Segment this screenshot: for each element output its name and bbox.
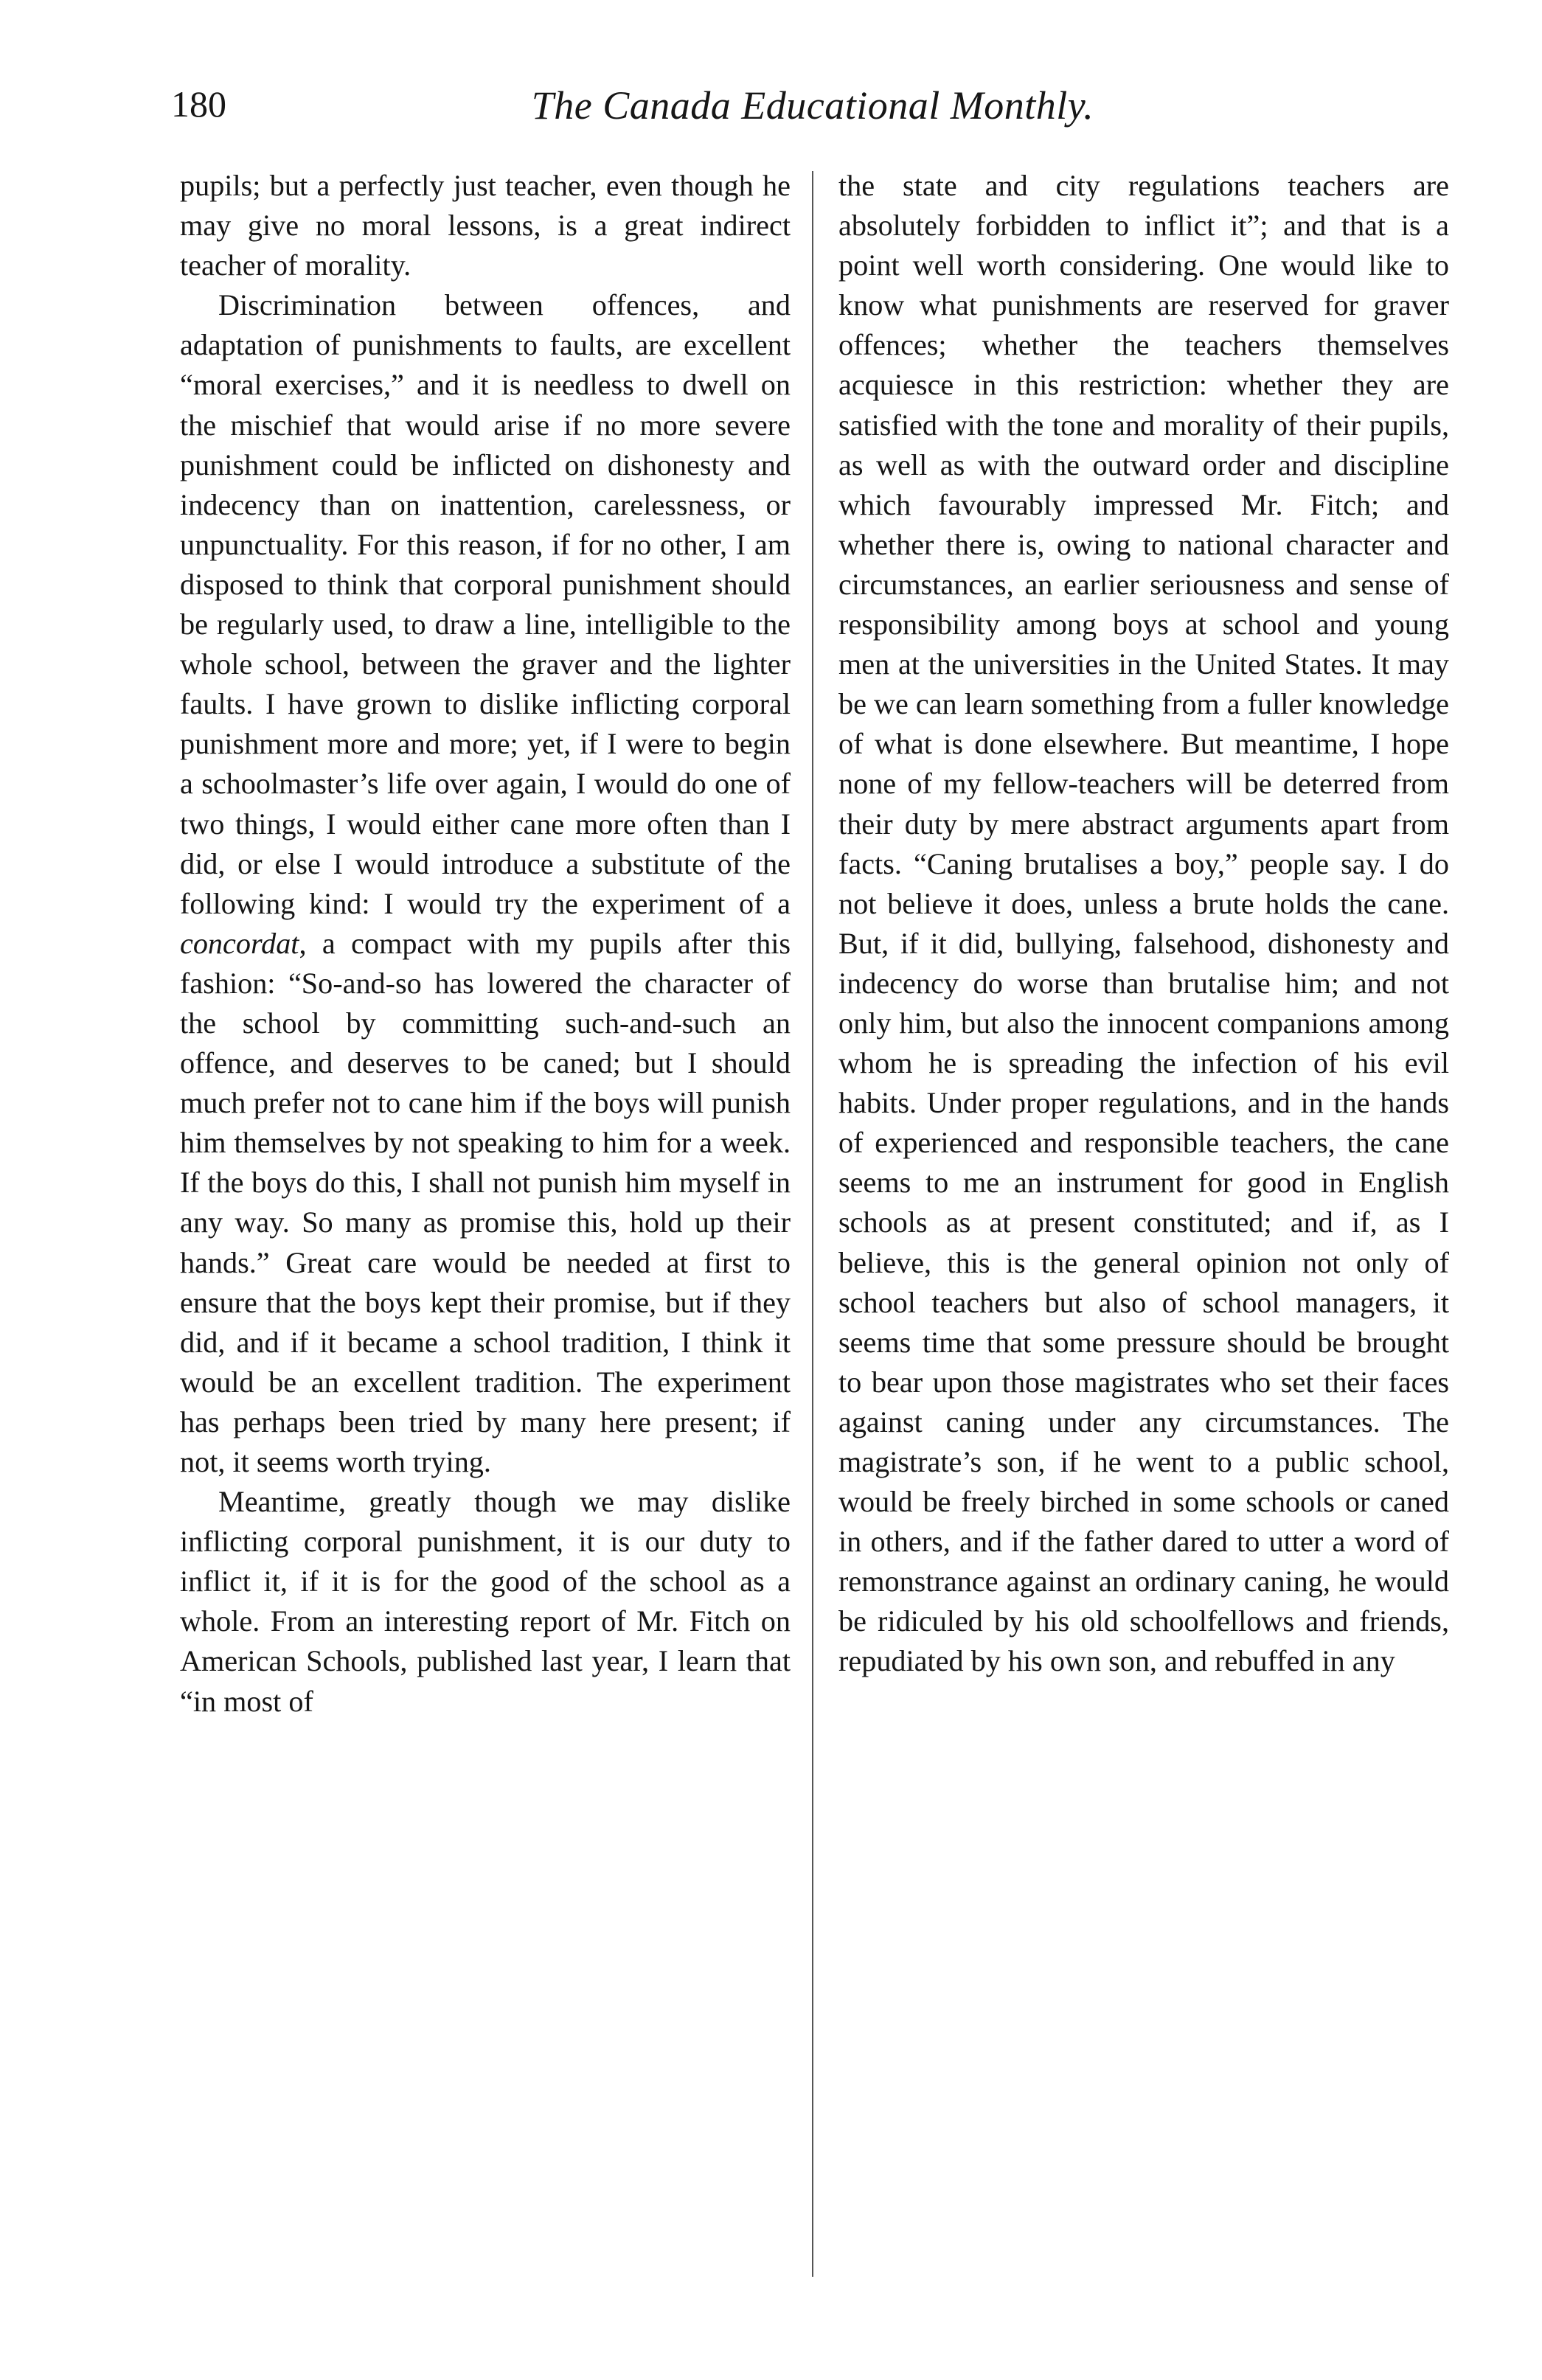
page-number: 180 bbox=[171, 83, 226, 125]
column-divider bbox=[812, 171, 813, 2277]
paragraph-text: , a compact with my pupils after this fashion: “So-and-so has lowered the character of the school by committing such-and-such an offence, and deserves to be caned; but I should much prefer not to cane him if the boys will punish him themselves by not speaking to him for a week. If the boys do this, I shall not punish him myself in any way. So many as promise this, hold up their hands.” Great care would be needed at first to ensure that the boys kept their promise, but if they did, and if it became a school tradition, I think it would be an excellent tradition. The experiment has perhaps been tried by many here present; if not, it seems worth trying. bbox=[180, 926, 791, 1478]
page-header bbox=[171, 83, 1454, 142]
paragraph: the state and city regulations teachers are absolutely forbidden to inflict it”; and that is a point well worth considering. One would like to know what punishments are reserved for graver offences; whether the teachers themselves acquiesce in this restriction: whether they are satisfied with the tone and morality of their pupils, as well as with the outward order and discipline which favourably impressed Mr. Fitch; and whether there is, owing to national character and circumstances, an earlier seriousness and sense of responsibility among boys at school and young men at the universities in the United States. It may be we can learn something from a fuller knowledge of what is done elsewhere. But meantime, I hope none of my fellow-teachers will be deterred from their duty by mere abstract arguments apart from facts. “Caning brutalises a boy,” people say. I do not believe it does, unless a brute holds the cane. But, if it did, bullying, falsehood, dishonesty and indecency do worse than brutalise him; and not only him, but also the innocent companions among whom he is spreading the infection of his evil habits. Under proper regulations, and in the hands of experienced and responsible teachers, the cane seems to me an instrument for good in English schools as at present constituted; and if, as I believe, this is the general opinion not only of school teachers but also of school managers, it seems time that some pressure should be brought to bear upon those magistrates who set their faces against caning under any circumstances. The magistrate’s son, if he went to a public school, would be freely birched in some schools or caned in others, and if the father dared to utter a word of remonstrance against an ordinary caning, he would be ridiculed by his old schoolfellows and friends, repudiated by his own son, and rebuffed in any bbox=[838, 169, 1450, 1678]
paragraph bbox=[180, 285, 791, 1482]
paragraph: pupils; but a perfectly just teacher, even though he may give no moral lessons, is a great indirect teacher of morality. bbox=[180, 169, 791, 282]
left-column bbox=[180, 166, 791, 1722]
running-title: The Canada Educational Monthly. bbox=[531, 83, 1094, 128]
italic-term: concordat bbox=[180, 926, 299, 960]
right-column bbox=[838, 166, 1449, 1682]
paragraph: Meantime, greatly though we may dislike inflicting corporal punishment, it is our duty to inflict it, if it is for the good of the school as a whole. From an interesting report of Mr. Fitch on American Schools, published last year, I learn that “in most of bbox=[180, 1485, 791, 1718]
paragraph-text: Discrimination between offences, and adaptation of punishments to faults, are excellent “moral exercises,” and it is needless to dwell on the mischief that would arise if no more severe punishment could be inflicted on dishonesty and indecency than on inattention, carelessness, or unpunctuality. For this reason, if for no other, I am disposed to think that corporal punishment should be regularly used, to draw a line, intelligible to the whole school, between the graver and the lighter faults. I have grown to dislike inflicting corporal punishment more and more; yet, if I were to begin a schoolmaster’s life over again, I would do one of two things, I would either cane more often than I did, or else I would introduce a substitute of the following kind: I would try the experiment of a bbox=[180, 288, 791, 920]
